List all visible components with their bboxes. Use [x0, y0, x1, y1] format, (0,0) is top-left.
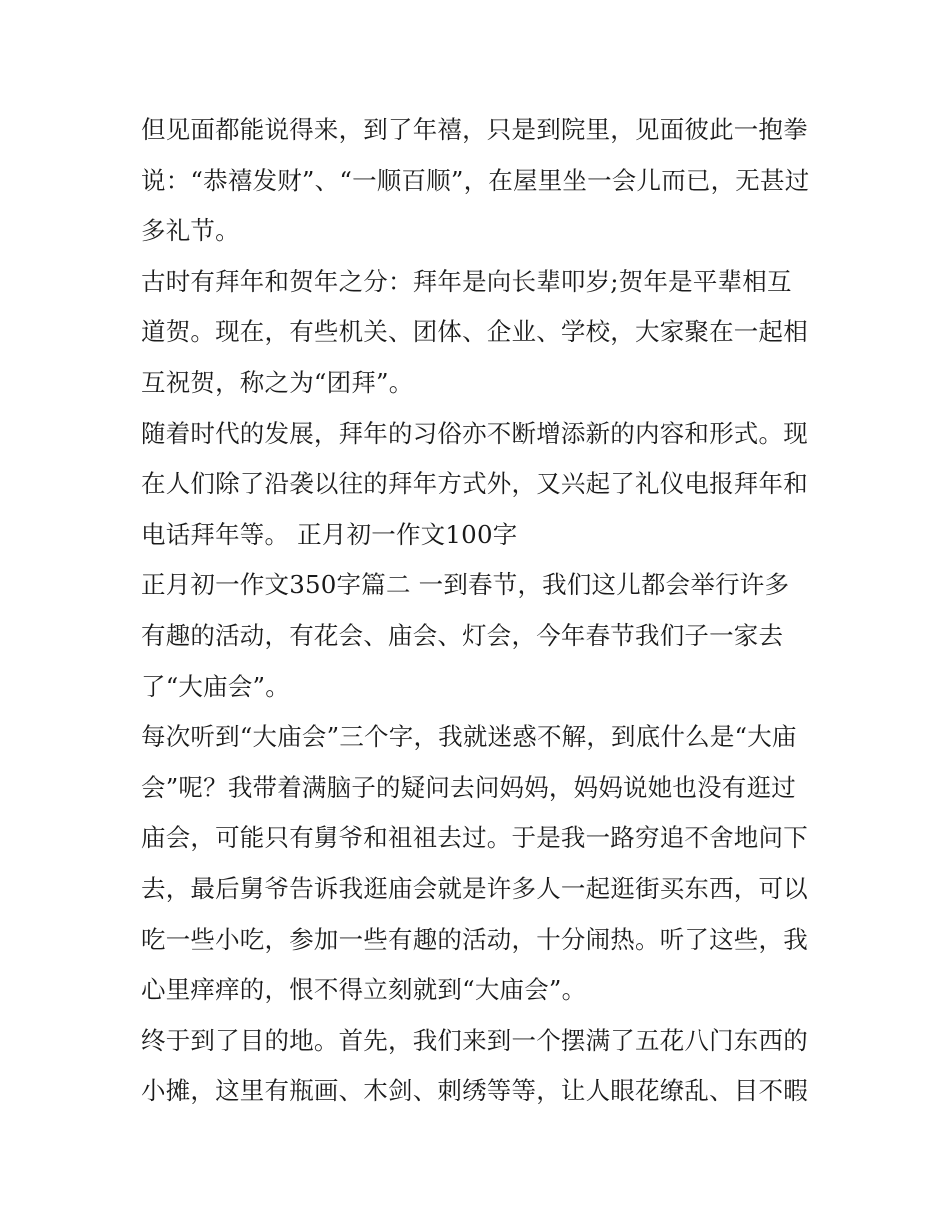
- text-line: 说：“恭禧发财”、“一顺百顺”，在屋里坐一会儿而已，无甚过: [141, 165, 810, 195]
- text-line: 多礼节。: [141, 216, 240, 246]
- text-line: 庙会，可能只有舅爷和祖祖去过。于是我一路穷追不舍地问下: [141, 823, 808, 853]
- text-line: 随着时代的发展，拜年的习俗亦不断增添新的内容和形式。现: [141, 418, 808, 448]
- text-line: 会”呢？我带着满脑子的疑问去问妈妈，妈妈说她也没有逛过: [141, 772, 796, 802]
- text-line: 去，最后舅爷告诉我逛庙会就是许多人一起逛街买东西，可以: [141, 873, 808, 903]
- text-line: 小摊，这里有瓶画、木剑、刺绣等等，让人眼花缭乱、目不暇: [141, 1076, 808, 1106]
- text-line: 道贺。现在，有些机关、团体、企业、学校，大家聚在一起相: [141, 317, 808, 347]
- text-line: 但见面都能说得来，到了年禧，只是到院里，见面彼此一抱拳: [141, 115, 808, 144]
- text-line: 心里痒痒的，恨不得立刻就到“大庙会”。: [141, 975, 587, 1005]
- text-line: 互祝贺，称之为“团拜”。: [141, 367, 414, 397]
- body-text: [141, 105, 821, 1117]
- text-line: 吃一些小吃，参加一些有趣的活动，十分闹热。听了这些，我: [141, 924, 808, 954]
- text-line: 了“大庙会”。: [141, 671, 290, 701]
- text-line: 正月初一作文350字篇二 一到春节，我们这儿都会举行许多: [141, 570, 790, 600]
- text-line: 每次听到“大庙会”三个字，我就迷惑不解，到底什么是“大庙: [141, 722, 797, 752]
- text-line: 电话拜年等。 正月初一作文100字: [141, 519, 518, 549]
- text-line: 终于到了目的地。首先，我们来到一个摆满了五花八门东西的: [141, 1025, 808, 1055]
- text-line: 在人们除了沿袭以往的拜年方式外，又兴起了礼仪电报拜年和: [141, 469, 808, 499]
- text-line: 有趣的活动，有花会、庙会、灯会，今年春节我们子一家去: [141, 620, 784, 650]
- text-line: 古时有拜年和贺年之分：拜年是向长辈叩岁;贺年是平辈相互: [141, 266, 792, 296]
